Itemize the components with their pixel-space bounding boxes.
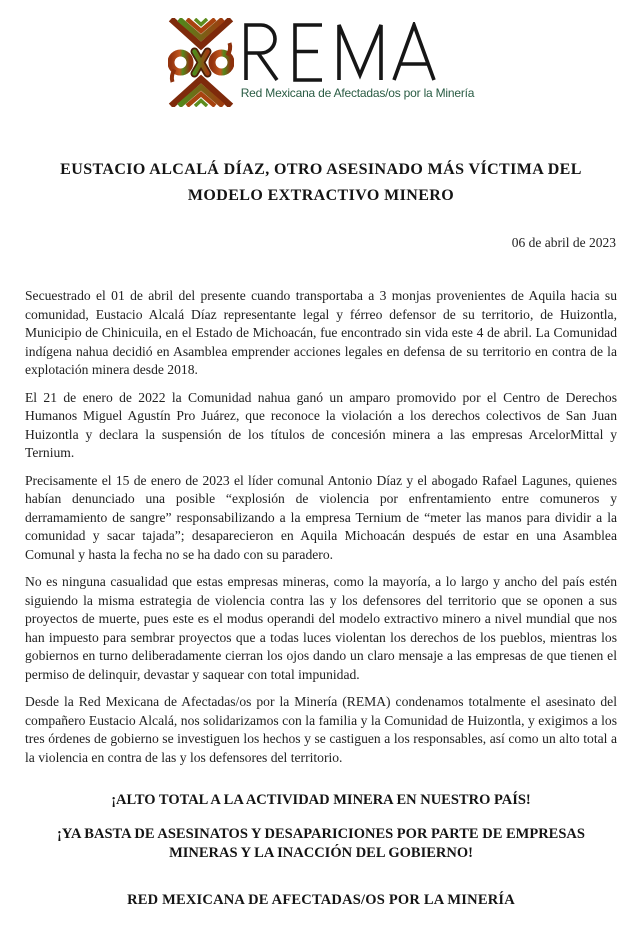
rema-acronym bbox=[241, 83, 242, 84]
body-paragraph: El 21 de enero de 2022 la Comunidad nahua ganó un amparo promovido por el Centro de Derechos Humanos Miguel Agustín Pro Juárez, que reconoce la violación a los derechos colectivos de San Juan Huizontla y declara la suspensión de los títulos de concesión minera a las empresas ArcelorMittal y Ternium. bbox=[25, 389, 617, 460]
rema-acronym-icon bbox=[241, 22, 475, 83]
rema-emblem-icon bbox=[168, 18, 234, 112]
body-paragraph: No es ninguna casualidad que estas empresas mineras, como la mayoría, a lo largo y ancho del país estén siguiendo la misma estrategia de violencia contra las y los defensores del territorio que se oponen a sus proyectos de muerte, pues este es el modus operandi del modelo extractivo minero a nivel mundial que nos han impuesto para sembrar proyectos que a todas luces violentan los derechos de los pueblos, mientras los gobiernos en turno deliberadamente cierran los ojos dando un claro mensaje a las empresas de que tienen el permiso de delinquir, devastar y saquear con total impunidad. bbox=[25, 574, 617, 682]
document-title: EUSTACIO ALCALÁ DÍAZ, OTRO ASESINADO MÁS VÍCTIMA DEL MODELO EXTRACTIVO MINERO bbox=[60, 161, 582, 204]
slogan-alto-total: ¡ALTO TOTAL A LA ACTIVIDAD MINERA EN NUESTRO PAÍS! bbox=[111, 792, 531, 808]
body-paragraph: Secuestrado el 01 de abril del presente cuando transportaba a 3 monjas provenientes de Aquila hacia su comunidad, Eustacio Alcalá Díaz representante legal y férreo defensor de su territorio, de Huizontla, Municipio de Chinicuila, en el Estado de Michoacán, fue encontrado sin vida este 4 de abril. La Comunidad indígena nahua decidió en Asamblea emprender acciones legales en defensa de su territorio en contra de la explotación minera desde 2018. bbox=[25, 288, 617, 377]
slogan-ya-basta: ¡YA BASTA DE ASESINATOS Y DESAPARICIONES POR PARTE DE EMPRESAS MINERAS Y LA INACCIÓN DEL GOBIERNO! bbox=[57, 826, 585, 861]
body-paragraph: Precisamente el 15 de enero de 2023 el líder comunal Antonio Díaz y el abogado Rafael Lagunes, quienes habían denunciado una posible “explosión de violencia por enfrentamiento entre comuneros y derramamiento de sangre” responsabilizando a la empresa Ternium de “meter las manos para dividir a la comunidad y sacar tajada”; desaparecieron en Aquila Michoacán después de estar en una Asamblea Comunal y hasta la fecha no se ha dado con su paradero. bbox=[25, 472, 617, 562]
header bbox=[0, 0, 642, 112]
rema-logo bbox=[168, 18, 475, 112]
signature-line: RED MEXICANA DE AFECTADAS/OS POR LA MINERÍA bbox=[127, 892, 515, 908]
rema-tagline: Red Mexicana de Afectadas/os por la Minería bbox=[240, 86, 475, 100]
document-body bbox=[25, 287, 617, 767]
body-paragraph: Desde la Red Mexicana de Afectadas/os por la Minería (REMA) condenamos totalmente el asesinato del compañero Eustacio Alcalá, nos solidarizamos con la familia y la Comunidad de Huizontla, y exigimos a los tres órdenes de gobierno se investiguen los hechos y se castiguen a los responsables, así como un alto total a la violencia en contra de las y los defensores del territorio. bbox=[25, 694, 617, 765]
logo-text-block bbox=[241, 18, 475, 100]
document-date: 06 de abril de 2023 bbox=[511, 235, 616, 250]
